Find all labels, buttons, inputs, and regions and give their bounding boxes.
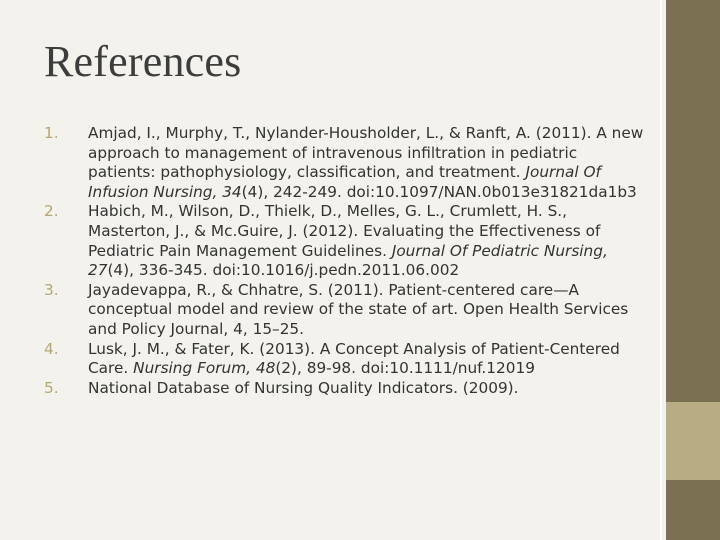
reference-text: Jayadevappa, R., & Chhatre, S. (2011). Patient-centered care—A conceptual model and review of the state of art. Open Health Services and Policy Journal, 4, 15–25. [88,280,629,338]
slide-title: References [44,37,242,86]
reference-number: 3. [44,280,59,299]
reference-text: Habich, M., Wilson, D., Thielk, D., Melles, G. L., Crumlett, H. S., Masterton, J., & Mc.Guire, J. (2012). Evaluating the Effectiveness of Pediatric Pain Management Guidelines. Journal Of Pediatric Nursing, 27(4), 336-345. doi:10.1016/j.pedn.2011.06.002 [88,202,608,280]
side-divider-line [660,0,662,540]
side-accent-block [666,402,720,480]
reference-item-1 [44,124,644,202]
reference-text: Lusk, J. M., & Fater, K. (2013). A Concept Analysis of Patient-Centered Care. Nursing Forum, 48(2), 89-98. doi:10.1111/nuf.12019 [88,339,620,378]
reference-item-3 [44,281,644,340]
reference-number: 4. [44,339,59,358]
reference-number: 2. [44,202,59,221]
reference-item-5 [44,379,644,399]
reference-list [44,124,644,398]
reference-text: National Database of Nursing Quality Indicators. (2009). [88,378,519,397]
reference-text: Amjad, I., Murphy, T., Nylander-Housholder, L., & Ranft, A. (2011). A new approach to management of intravenous infiltration in pediatric patients: pathophysiology, classification, and treatment. Journal Of Infusion Nursing, 34(4), 242-249. doi:10.1097/NAN.0b013e31821da1b3 [88,124,644,201]
reference-item-2 [44,202,644,280]
reference-number: 1. [44,124,59,142]
reference-number: 5. [44,378,59,397]
reference-item-4 [44,340,644,379]
